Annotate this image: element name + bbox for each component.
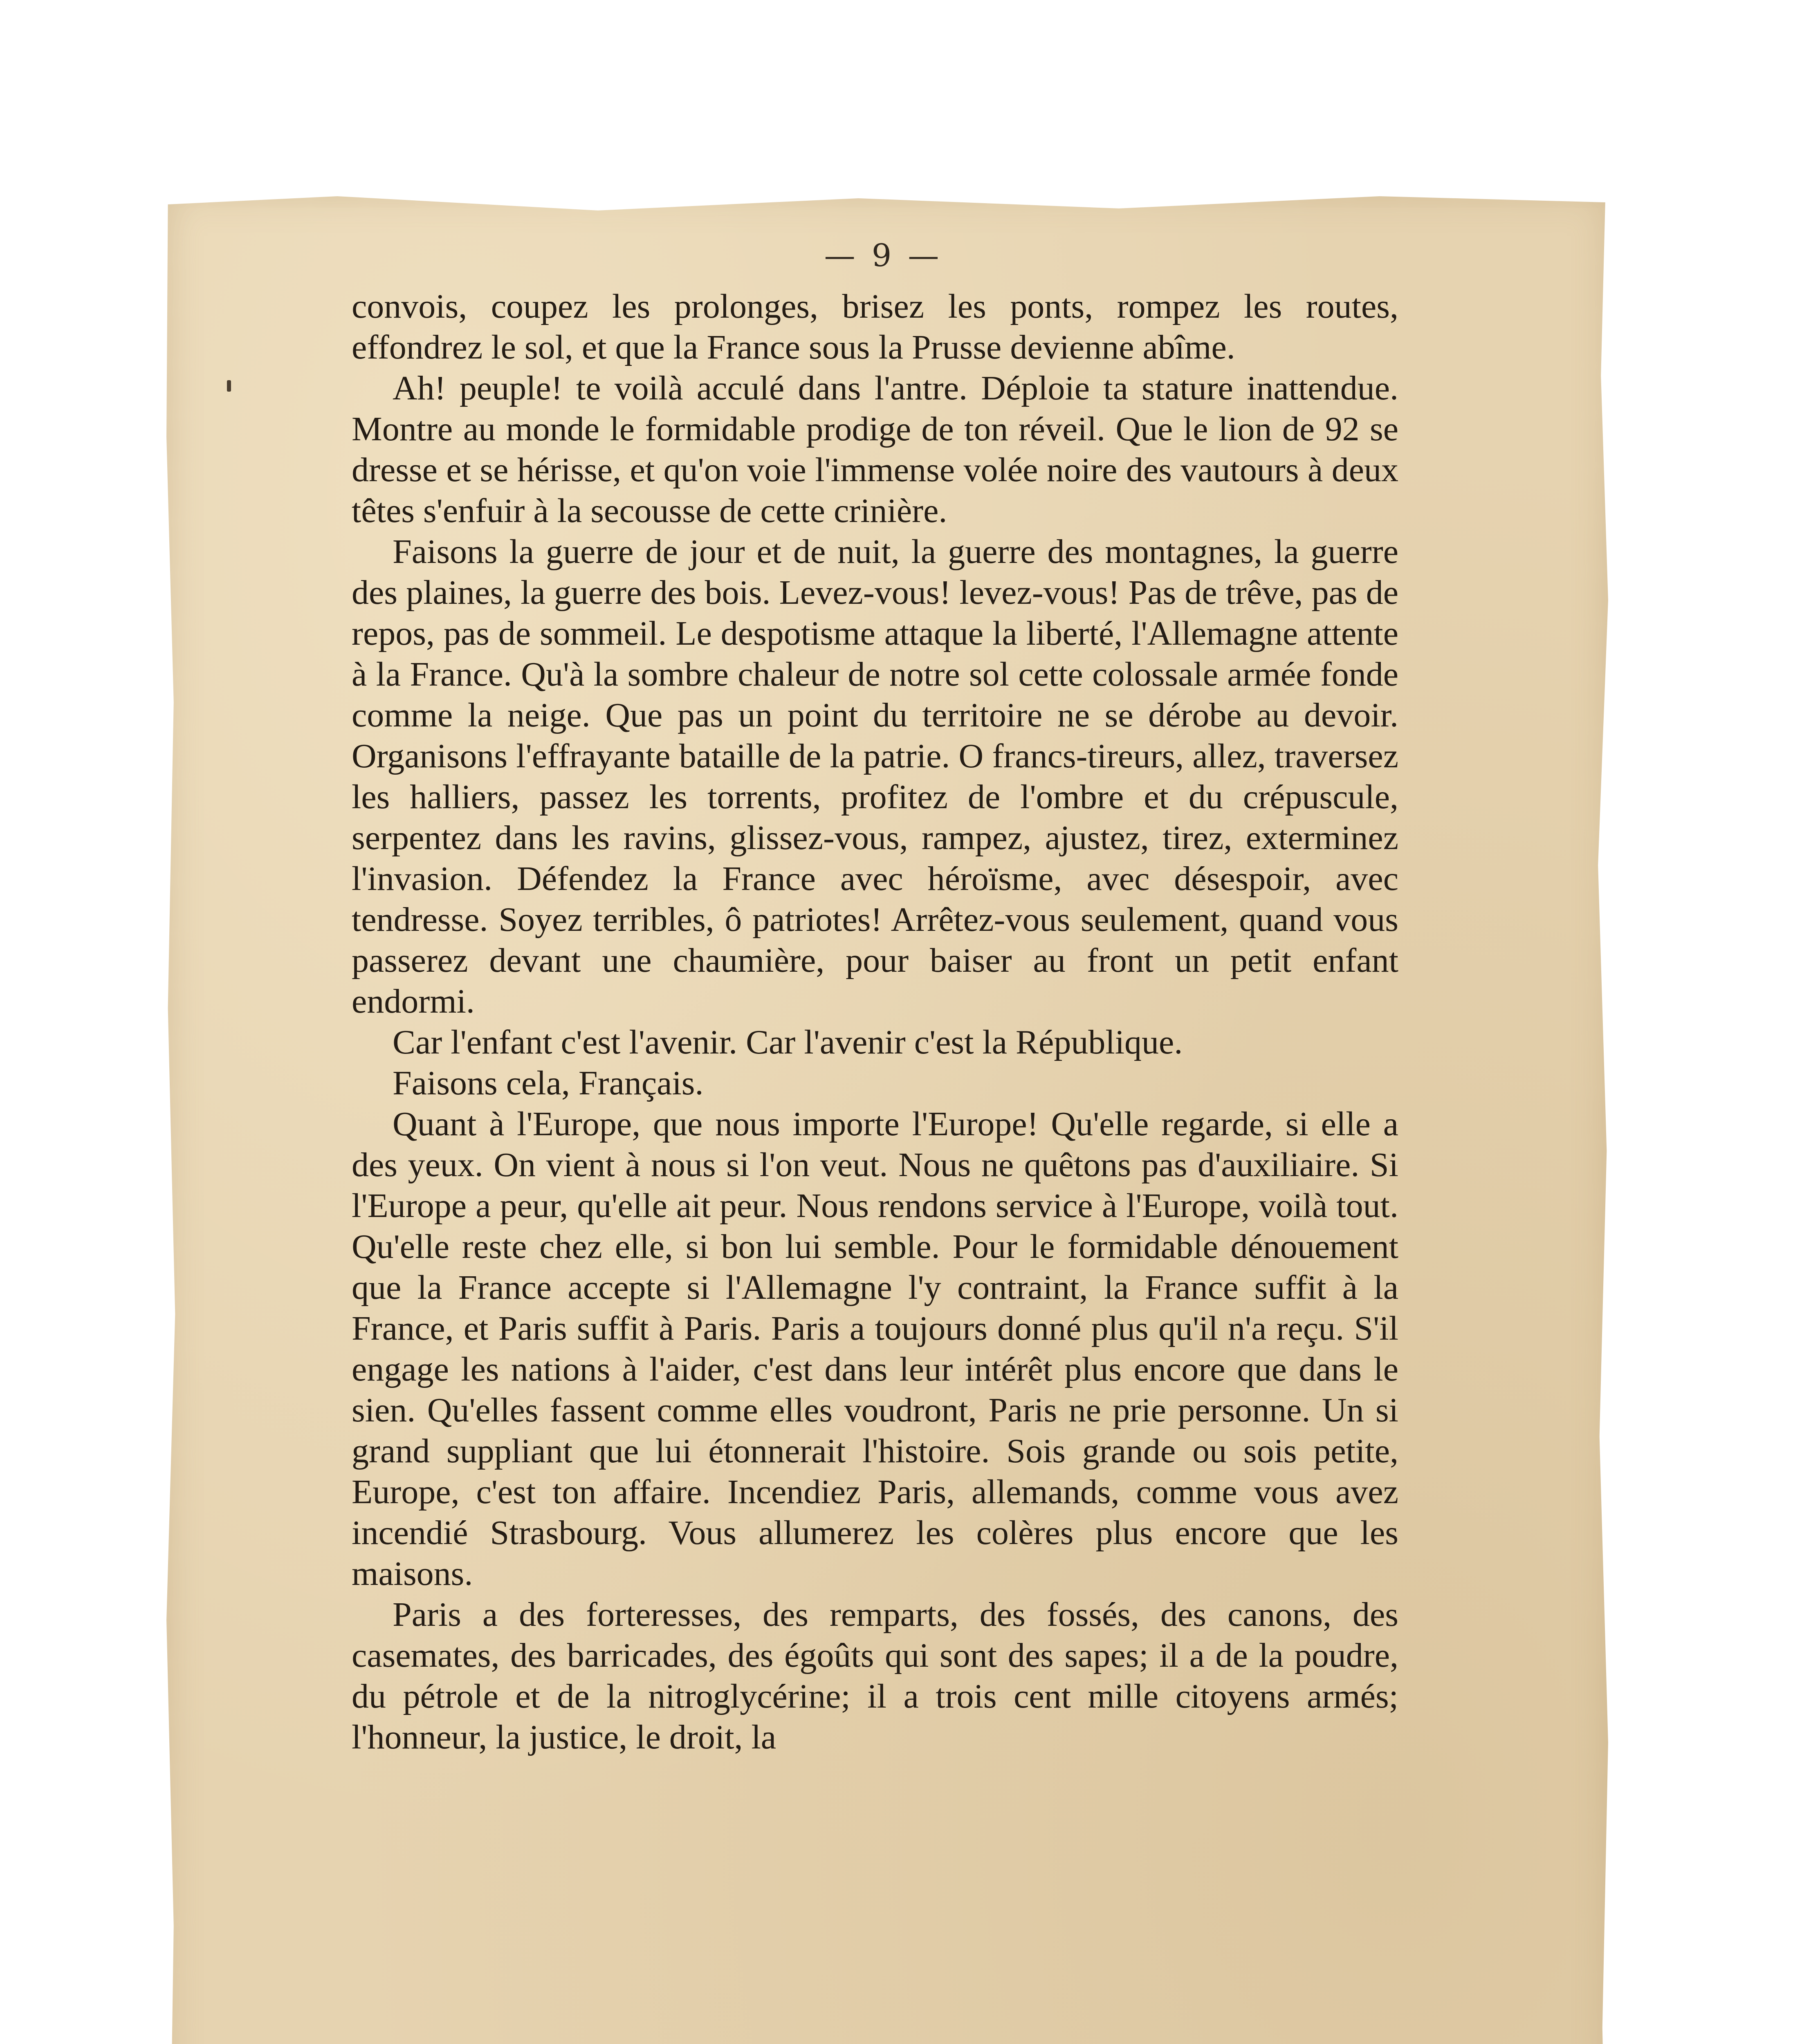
paragraph-3: Faisons la guerre de jour et de nuit, la guerre des montagnes, la guerre des plaines, la guerre des bois. Levez-vous! levez-vous! Pas de trêve, pas de repos, pas de sommeil. Le despotisme attaque la liberté, l'Allemagne attente à la France. Qu'à la sombre chaleur de notre sol cette colossale armée fonde comme la neige. Que pas un point du territoire ne se dérobe au devoir. Organisons l'effrayante bataille de la patrie. O francs-tireurs, allez, traversez les halliers, passez les torrents, profitez de l'ombre et du crépuscule, serpentez dans les ravins, glissez-vous, rampez, ajustez, tirez, exterminez l'invasion. Défendez la France avec héroïsme, avec désespoir, avec tendresse. Soyez terribles, ô patriotes! Arrêtez-vous seulement, quand vous passerez devant une chaumière, pour baiser au front un petit enfant endormi. [352, 533, 1398, 1020]
page-number: — 9 — [824, 237, 943, 273]
paragraph-4: Car l'enfant c'est l'avenir. Car l'avenir c'est la République. [393, 1023, 1183, 1061]
paragraph-5: Faisons cela, Français. [393, 1064, 704, 1102]
paragraph-1: convois, coupez les prolonges, brisez les ponts, rompez les routes, effondrez le sol, et que la France sous la Prusse devienne abîme. [352, 287, 1398, 366]
paragraph-7: Paris a des forteresses, des remparts, des fossés, des canons, des casemates, des barricades, des égoûts qui sont des sapes; il a de la poudre, du pétrole et de la nitroglycérine; il a trois cent mille citoyens armés; l'honneur, la justice, le droit, la [352, 1596, 1398, 1756]
paragraph-6: Quant à l'Europe, que nous importe l'Europe! Qu'elle regarde, si elle a des yeux. On vient à nous si l'on veut. Nous ne quêtons pas d'auxiliaire. Si l'Europe a peur, qu'elle ait peur. Nous rendons service à l'Europe, voilà tout. Qu'elle reste chez elle, si bon lui semble. Pour le formidable dénouement que la France accepte si l'Allemagne l'y contraint, la France suffit à la France, et Paris suffit à Paris. Paris a toujours donné plus qu'il n'a reçu. S'il engage les nations à l'aider, c'est dans leur intérêt plus encore que dans le sien. Qu'elles fassent comme elles voudront, Paris ne prie personne. Un si grand suppliant que lui étonnerait l'histoire. Sois grande ou sois petite, Europe, c'est ton affaire. Incendiez Paris, allemands, comme vous avez incendié Strasbourg. Vous allumerez les colères plus encore que les maisons. [352, 1105, 1398, 1593]
paragraph-2: Ah! peuple! te voilà acculé dans l'antre. Déploie ta stature inattendue. Montre au monde le formidable prodige de ton réveil. Que le lion de 92 se dresse et se hérisse, et qu'on voie l'immense volée noire des vautours à deux têtes s'enfuir à la secousse de cette crinière. [352, 369, 1398, 530]
body-text [352, 286, 1398, 1758]
ink-mark [227, 380, 231, 392]
